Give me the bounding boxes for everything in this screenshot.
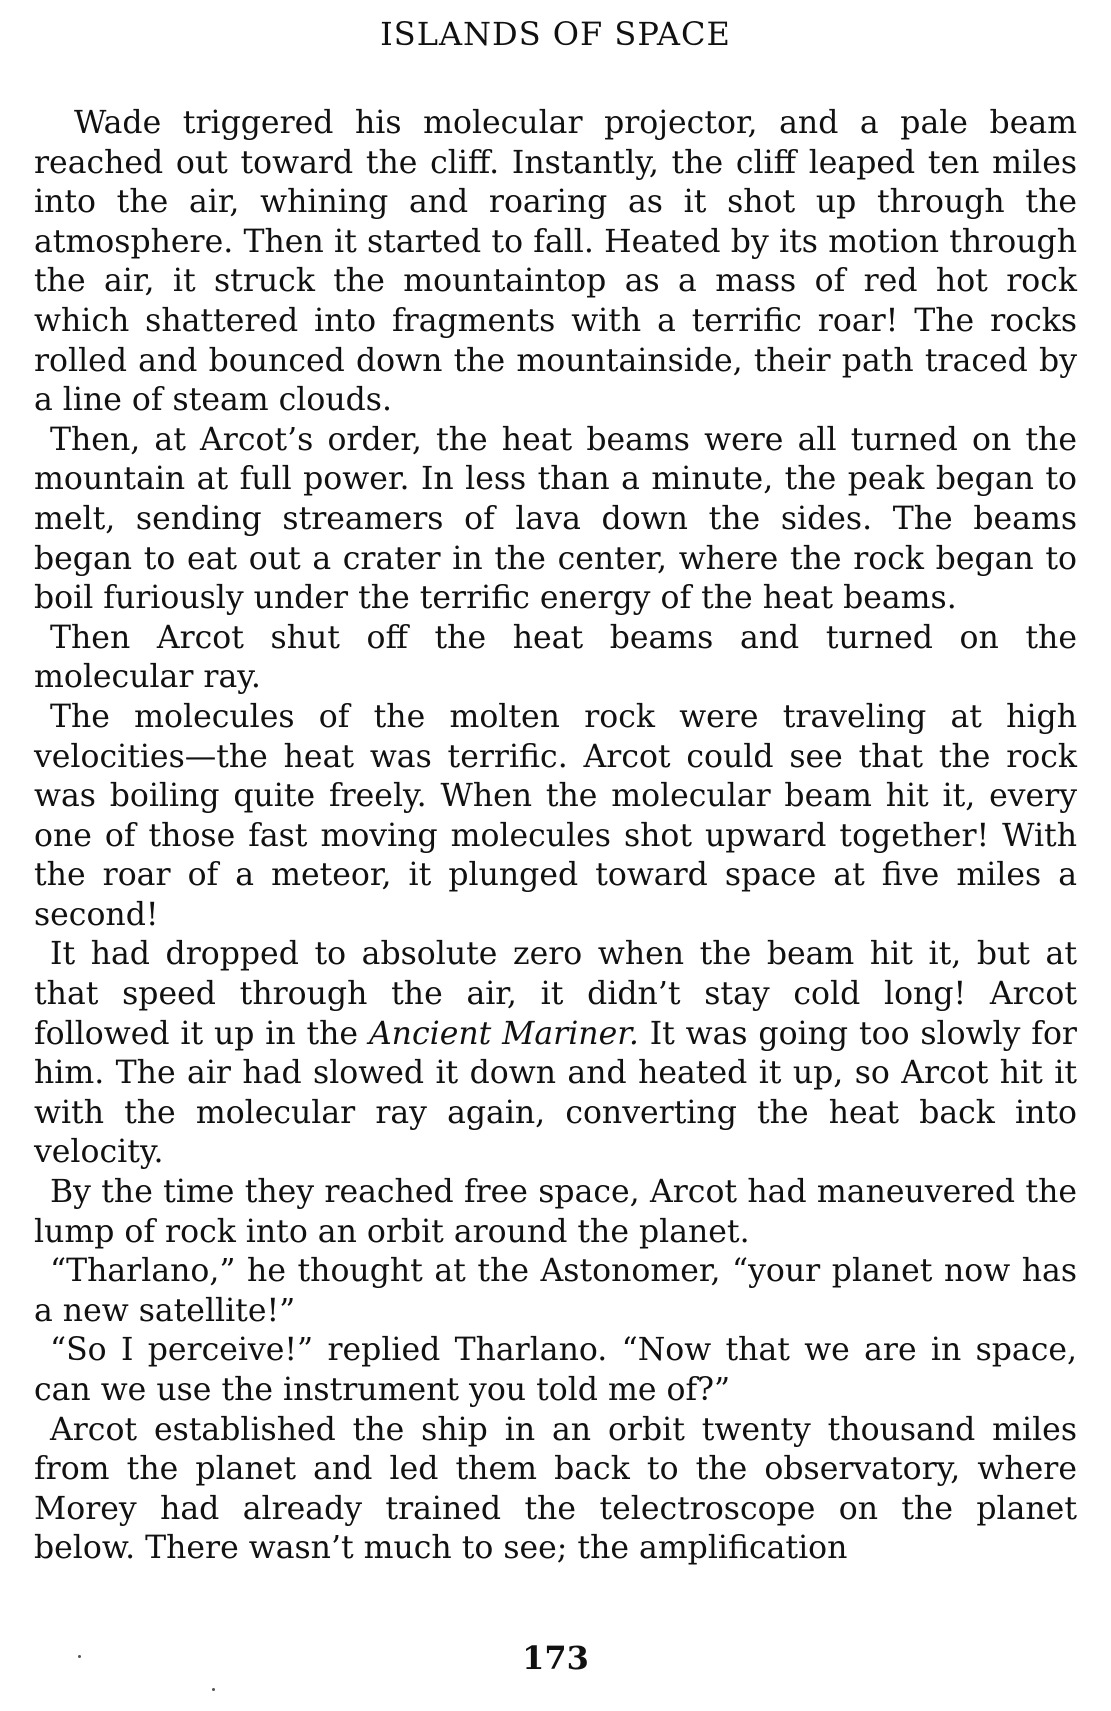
scan-speck [78,1655,81,1658]
paragraph: By the time they reached free space, Arcot had maneuvered the lump of rock into an orbit around the planet. [34,1174,1077,1250]
ship-name: Ancient Mariner. [368,1015,639,1052]
paragraph: Then Arcot shut off the heat beams and turned on the molecular ray. [34,619,1077,696]
running-head: ISLANDS OF SPACE [380,15,731,53]
paragraph: The molecules of the molten rock were traveling at high velocities—the heat was terrific. Arcot could see that the rock was boiling quite freely. When the molecular beam hit it, every one of those fast moving molecules shot upward together! With the roar of a meteor, it plunged toward space at five miles a second! [34,698,1077,933]
paragraph: Arcot established the ship in an orbit twenty thousand miles from the planet and led them back to the observatory, where Morey had already trained the telectroscope on the planet below. There wasn’t much to see; the amplification [34,1411,1077,1567]
book-page [34,0,1077,1711]
paragraph: Wade triggered his molecular projector, and a pale beam reached out toward the cliff. Instantly, the cliff leaped ten miles into the air, whining and roaring as it shot up through the atmosphere. Then it started to fall. Heated by its motion through the air, it struck the mountaintop as a mass of red hot rock which shattered into fragments with a terrific roar! The rocks rolled and bounced down the mountainside, their path traced by a line of steam clouds. [34,105,1077,419]
body-text [34,104,1077,1569]
scan-speck [212,1688,215,1691]
page-number: 173 [522,1639,589,1677]
paragraph: “Tharlano,” he thought at the Astonomer, “your planet now has a new satellite!” [34,1253,1077,1329]
paragraph: “So I perceive!” replied Tharlano. “Now that we are in space, can we use the instrument you told me of?” [34,1332,1077,1408]
paragraph: Then, at Arcot’s order, the heat beams were all turned on the mountain at full power. In less than a minute, the peak began to melt, sending streamers of lava down the sides. The beams began to eat out a crater in the center, where the rock began to boil furiously under the terrific energy of the heat beams. [34,421,1077,617]
paragraph: It had dropped to absolute zero when the beam hit it, but at that speed through the air, it didn’t stay cold long! Arcot followed it up in the Ancient Mariner. It was going too slowly for him. The air had slowed it down and heated it up, so Arcot hit it with the molecular ray again, converting the heat back into velocity. [34,936,1077,1171]
